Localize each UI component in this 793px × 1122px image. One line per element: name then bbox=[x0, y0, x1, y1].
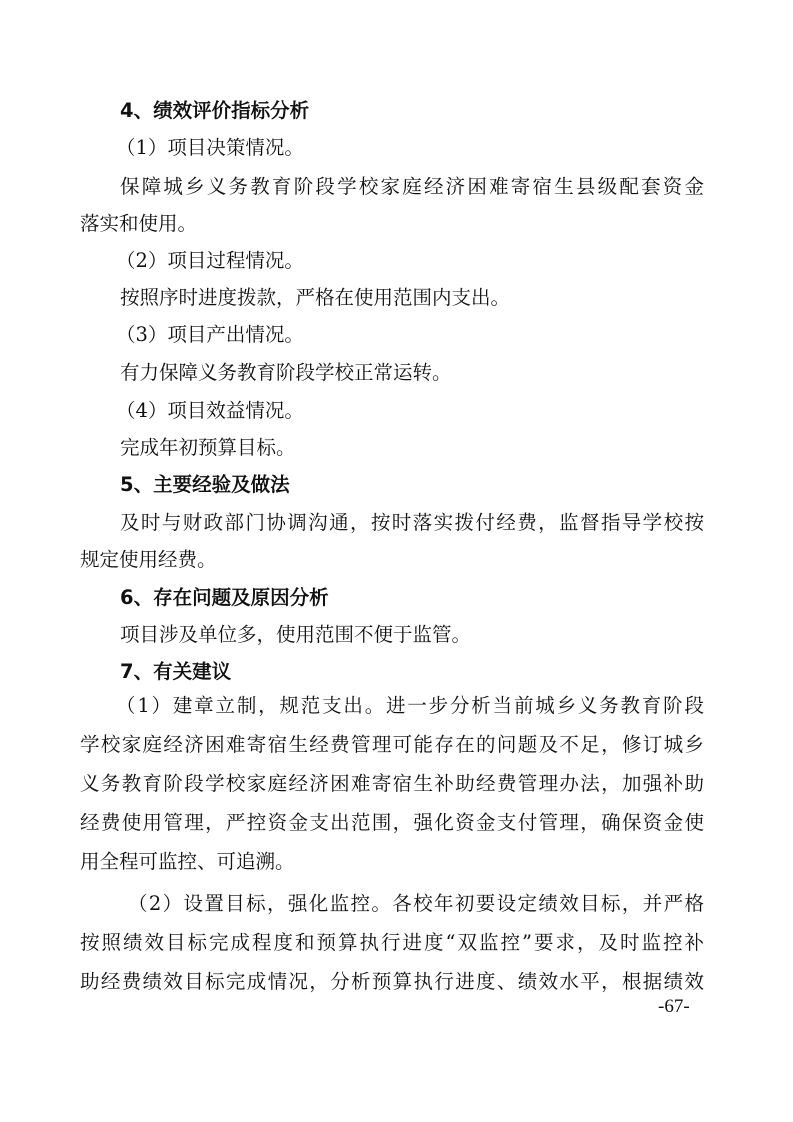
item-4-3-body: 有力保障义务教育阶段学校正常运转。 bbox=[120, 361, 452, 384]
item-4-4-label: （4）项目效益情况。 bbox=[116, 399, 304, 422]
suggestion-2-line-3: 助经费绩效目标完成情况，分析预算执行进度、绩效水平，根据绩效 bbox=[80, 970, 704, 993]
suggestion-2-line-1: （2）设置目标，强化监控。各校年初要设定绩效目标，并严格 bbox=[128, 892, 704, 915]
section-4-heading: 4、绩效评价指标分析 bbox=[120, 99, 310, 122]
suggestion-1-line-5: 用全程可监控、可追溯。 bbox=[80, 850, 295, 873]
section-5-heading: 5、主要经验及做法 bbox=[120, 473, 290, 496]
item-4-1-label: （1）项目决策情况。 bbox=[116, 136, 304, 159]
page-number: -67- bbox=[658, 996, 690, 1017]
suggestion-2-line-2: 按照绩效目标完成程度和预算执行进度“双监控”要求，及时监控补 bbox=[80, 931, 704, 954]
section-6-heading: 6、存在问题及原因分析 bbox=[120, 586, 329, 609]
item-4-4-body: 完成年初预算目标。 bbox=[120, 436, 296, 459]
suggestion-1-line-2: 学校家庭经济困难寄宿生经费管理可能存在的问题及不足，修订城乡 bbox=[80, 733, 704, 756]
item-4-2-body: 按照序时进度拨款，严格在使用范围内支出。 bbox=[120, 286, 511, 309]
suggestion-1-line-1: （1）建章立制，规范支出。进一步分析当前城乡义务教育阶段 bbox=[116, 694, 704, 717]
section-5-body-line-1: 及时与财政部门协调沟通，按时落实拨付经费，监督指导学校按 bbox=[120, 511, 704, 534]
item-4-3-label: （3）项目产出情况。 bbox=[116, 323, 304, 346]
section-5-body-line-2: 规定使用经费。 bbox=[80, 548, 217, 571]
section-6-body: 项目涉及单位多，使用范围不便于监管。 bbox=[120, 623, 472, 646]
section-7-heading: 7、有关建议 bbox=[120, 660, 232, 683]
suggestion-1-line-4: 经费使用管理，严控资金支出范围，强化资金支付管理，确保资金使 bbox=[80, 811, 704, 834]
item-4-1-body-line-1: 保障城乡义务教育阶段学校家庭经济困难寄宿生县级配套资金 bbox=[120, 175, 704, 198]
item-4-2-label: （2）项目过程情况。 bbox=[116, 249, 304, 272]
item-4-1-body-line-2: 落实和使用。 bbox=[80, 212, 198, 235]
suggestion-1-line-3: 义务教育阶段学校家庭经济困难寄宿生补助经费管理办法，加强补助 bbox=[80, 772, 704, 795]
